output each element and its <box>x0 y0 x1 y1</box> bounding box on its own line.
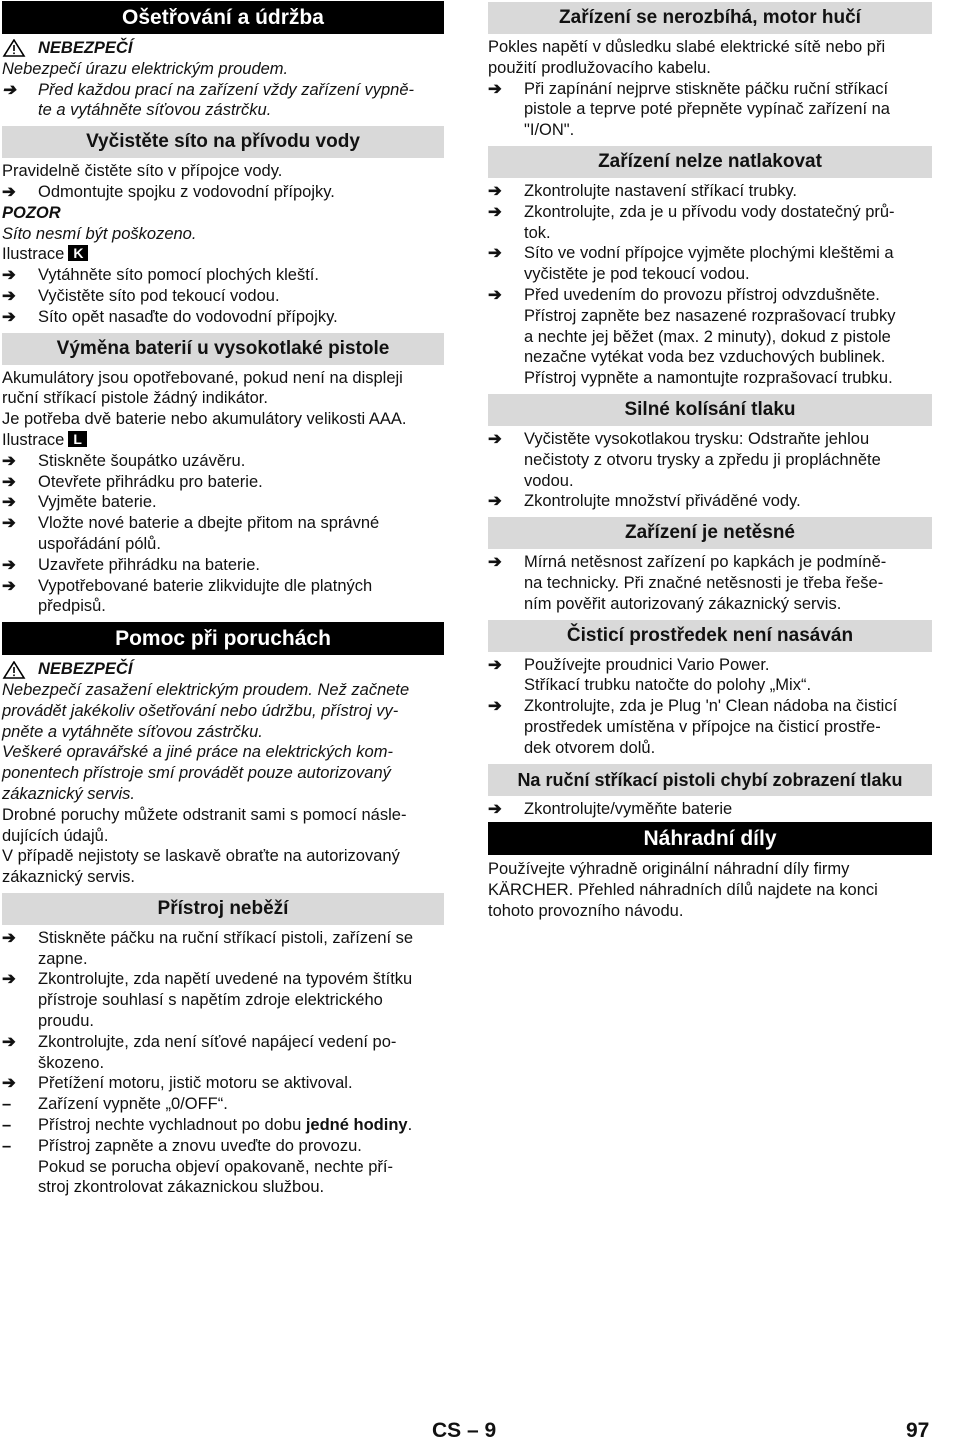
list-item: ➔ Vyčistěte síto pod tekoucí vodou. <box>2 286 280 305</box>
arrow-icon: ➔ <box>488 697 502 716</box>
list-item: ➔ Zkontrolujte nastavení stříkací trubky. <box>488 181 797 200</box>
warning-triangle-icon <box>2 661 26 679</box>
illustration-ref: Ilustrace K <box>2 244 444 265</box>
list-item: ➔ Používejte proudnici Vario Power. Stříkací trubku natočte do polohy „Mix“. <box>488 655 812 695</box>
section-title-pressure-fluctuation: Silné kolísání tlaku <box>488 394 932 426</box>
sieve-intro: Pravidelně čistěte síto v přípojce vody. <box>2 162 283 181</box>
list-item: ➔ Zkontrolujte, zda není síťové napájecí vedení po- škozeno. <box>2 1032 397 1072</box>
section-title-battery: Výměna baterií u vysokotlaké pistole <box>2 333 444 365</box>
list-item: ➔ Zkontrolujte, zda je Plug 'n' Clean nádoba na čisticí prostředek umístěna v přípojce na čisticí prostře- dek otvorem dolů. <box>488 697 898 757</box>
arrow-icon: ➔ <box>2 182 16 201</box>
illustration-badge: L <box>68 431 87 447</box>
section-title-motor-hum: Zařízení se nerozbíhá, motor hučí <box>488 2 932 34</box>
paragraph: KÄRCHER. Přehled náhradních dílů najdete na konci <box>488 881 878 900</box>
arrow-icon: ➔ <box>2 266 16 285</box>
arrow-icon: ➔ <box>2 555 16 574</box>
arrow-icon: ➔ <box>488 285 502 304</box>
paragraph: Drobné poruchy můžete odstranit sami s pomocí násle- <box>2 805 407 824</box>
arrow-icon: ➔ <box>2 928 16 947</box>
danger-text: Nebezpečí úrazu elektrickým proudem. <box>2 59 289 78</box>
list-item: ➔ Před každou prací na zařízení vždy zařízení vypně- te a vytáhněte síťovou zástrčku. <box>2 80 415 120</box>
arrow-icon: ➔ <box>2 514 16 533</box>
paragraph: dujících údajů. <box>2 826 109 845</box>
arrow-icon: ➔ <box>2 472 16 491</box>
dash-marker: – <box>2 1136 12 1155</box>
paragraph: Akumulátory jsou opotřebované, pokud není na displeji <box>2 368 403 387</box>
footer-section-label: CS – 9 <box>432 1419 497 1442</box>
section-title-not-running: Přístroj neběží <box>2 893 444 925</box>
danger-text: ponentech přístroje smí provádět pouze autorizovaný <box>2 764 391 783</box>
dash-marker: – <box>2 1116 12 1135</box>
danger-text: provádět jakékoliv ošetřování nebo údržbu, přístroj vy- <box>2 701 399 720</box>
danger-text: Nebezpečí zasažení elektrickým proudem. Než začnete <box>2 680 410 699</box>
arrow-icon: ➔ <box>488 429 502 448</box>
section-title-sieve: Vyčistěte síto na přívodu vody <box>2 126 444 158</box>
paragraph: ruční stříkací pistole žádný indikátor. <box>2 389 268 408</box>
dash-marker: – <box>2 1095 12 1114</box>
list-item: ➔ Stiskněte šoupátko uzávěru. <box>2 451 246 470</box>
list-item: ➔ Zkontrolujte/vyměňte baterie <box>488 799 733 818</box>
danger-label: NEBEZPEČÍ <box>38 660 133 679</box>
arrow-icon: ➔ <box>488 244 502 263</box>
arrow-icon: ➔ <box>2 286 16 305</box>
section-title-spare-parts: Náhradní díly <box>488 822 932 855</box>
list-item: ➔ Vyjměte baterie. <box>2 493 157 512</box>
list-item: ➔ Síto opět nasaďte do vodovodní přípojky. <box>2 307 338 326</box>
left-column <box>2 0 444 1198</box>
list-item: ➔ Zkontrolujte množství přiváděné vody. <box>488 492 801 511</box>
arrow-icon: ➔ <box>2 80 16 99</box>
paragraph: použití prodlužovacího kabelu. <box>488 58 711 77</box>
section-title-leaking: Zařízení je netěsné <box>488 517 932 549</box>
arrow-icon: ➔ <box>488 181 502 200</box>
illustration-badge: K <box>68 245 88 261</box>
arrow-icon: ➔ <box>2 493 16 512</box>
paragraph: Používejte výhradně originální náhradní díly firmy <box>488 860 850 879</box>
arrow-icon: ➔ <box>488 202 502 221</box>
danger-text: pněte a vytáhněte síťovou zástrčku. <box>2 722 263 741</box>
list-item: ➔ Vypotřebované baterie zlikvidujte dle platných předpisů. <box>2 576 373 616</box>
list-item: – Zařízení vypněte „0/OFF“. <box>2 1095 228 1114</box>
list-item: ➔ Před uvedením do provozu přístroj odvzdušněte. Přístroj zapněte bez nasazené rozprašovací trubky a nechte jej běžet (max. 2 minuty), dokud z pistole nezačne vytékat voda bez vzduchových bublinek. Přístroj vypněte a namontujte rozprašovací trubku. <box>488 285 896 388</box>
right-column <box>488 0 932 922</box>
danger-label: NEBEZPEČÍ <box>38 39 133 57</box>
page-number: 97 <box>906 1419 930 1442</box>
paragraph: Pokles napětí v důsledku slabé elektrické sítě nebo při <box>488 38 886 56</box>
list-item: ➔ Při zapínání nejprve stiskněte páčku ruční stříkací pistole a teprve poté přepněte vypínač zařízení na "I/ON". <box>488 79 890 140</box>
arrow-icon: ➔ <box>488 655 502 674</box>
caution-text: Síto nesmí být poškozeno. <box>2 224 197 243</box>
list-item: ➔ Mírná netěsnost zařízení po kapkách je podmíně- na technicky. Při značné netěsnosti je třeba řeše- ním pověřit autorizovaný zákaznický servis. <box>488 553 887 613</box>
section-title-no-pressure: Zařízení nelze natlakovat <box>488 146 932 178</box>
list-item: ➔ Uzavřete přihrádku na baterie. <box>2 555 260 574</box>
section-title-care: Ošetřování a údržba <box>2 1 444 34</box>
arrow-icon: ➔ <box>2 576 16 595</box>
paragraph: V případě nejistoty se laskavě obraťte na autorizovaný <box>2 847 400 866</box>
arrow-icon: ➔ <box>488 492 502 511</box>
arrow-icon: ➔ <box>488 553 502 572</box>
danger-text: zákaznický servis. <box>2 784 135 803</box>
paragraph: Je potřeba dvě baterie nebo akumulátory velikosti AAA. <box>2 410 407 429</box>
list-item: – Přístroj zapněte a znovu uveďte do provozu. Pokud se porucha objeví opakovaně, nechte pří- stroj zkontrolovat zákaznickou službou. <box>2 1136 393 1197</box>
warning-triangle-icon <box>2 39 26 57</box>
list-item: ➔ Otevřete přihrádku pro baterie. <box>2 472 263 491</box>
danger-text: Veškeré opravářské a jiné práce na elektrických kom- <box>2 743 393 762</box>
list-item: – Přístroj nechte vychladnout po dobu jedné hodiny. <box>2 1116 413 1135</box>
arrow-icon: ➔ <box>2 307 16 326</box>
section-title-troubleshooting: Pomoc při poruchách <box>2 622 444 655</box>
arrow-icon: ➔ <box>2 451 16 470</box>
caution-label: POZOR <box>2 203 61 222</box>
arrow-icon: ➔ <box>488 79 502 98</box>
list-item: ➔ Zkontrolujte, zda napětí uvedené na typovém štítku přístroje souhlasí s napětím zdroje elektrického proudu. <box>2 970 413 1031</box>
list-item: ➔ Vyčistěte vysokotlakou trysku: Odstraňte jehlou nečistoty z otvoru trysky a zpředu ji propláchněte vodou. <box>488 429 881 490</box>
arrow-icon: ➔ <box>2 1074 16 1093</box>
arrow-icon: ➔ <box>2 970 16 989</box>
list-item: ➔ Vložte nové baterie a dbejte přitom na správné uspořádání pólů. <box>2 514 380 553</box>
danger-notice <box>2 659 444 680</box>
paragraph: tohoto provozního návodu. <box>488 901 684 920</box>
danger-notice <box>2 38 444 59</box>
section-title-pressure-display: Na ruční stříkací pistoli chybí zobrazení tlaku <box>488 764 932 796</box>
list-item: ➔ Odmontujte spojku z vodovodní přípojky. <box>2 182 335 201</box>
illustration-ref: Ilustrace L <box>2 430 444 451</box>
arrow-icon: ➔ <box>488 799 502 818</box>
arrow-icon: ➔ <box>2 1032 16 1051</box>
list-item: ➔ Stiskněte páčku na ruční stříkací pistoli, zařízení se zapne. <box>2 928 414 968</box>
section-title-detergent: Čisticí prostředek není nasáván <box>488 620 932 652</box>
list-item: ➔ Vytáhněte síto pomocí plochých kleští. <box>2 266 319 285</box>
paragraph: zákaznický servis. <box>2 868 135 887</box>
list-item: ➔ Přetížení motoru, jistič motoru se aktivoval. <box>2 1074 353 1093</box>
list-item: ➔ Zkontrolujte, zda je u přívodu vody dostatečný prů- tok. <box>488 202 895 242</box>
list-item: ➔ Síto ve vodní přípojce vyjměte plochými kleštěmi a vyčistěte je pod tekoucí vodou. <box>488 244 894 284</box>
